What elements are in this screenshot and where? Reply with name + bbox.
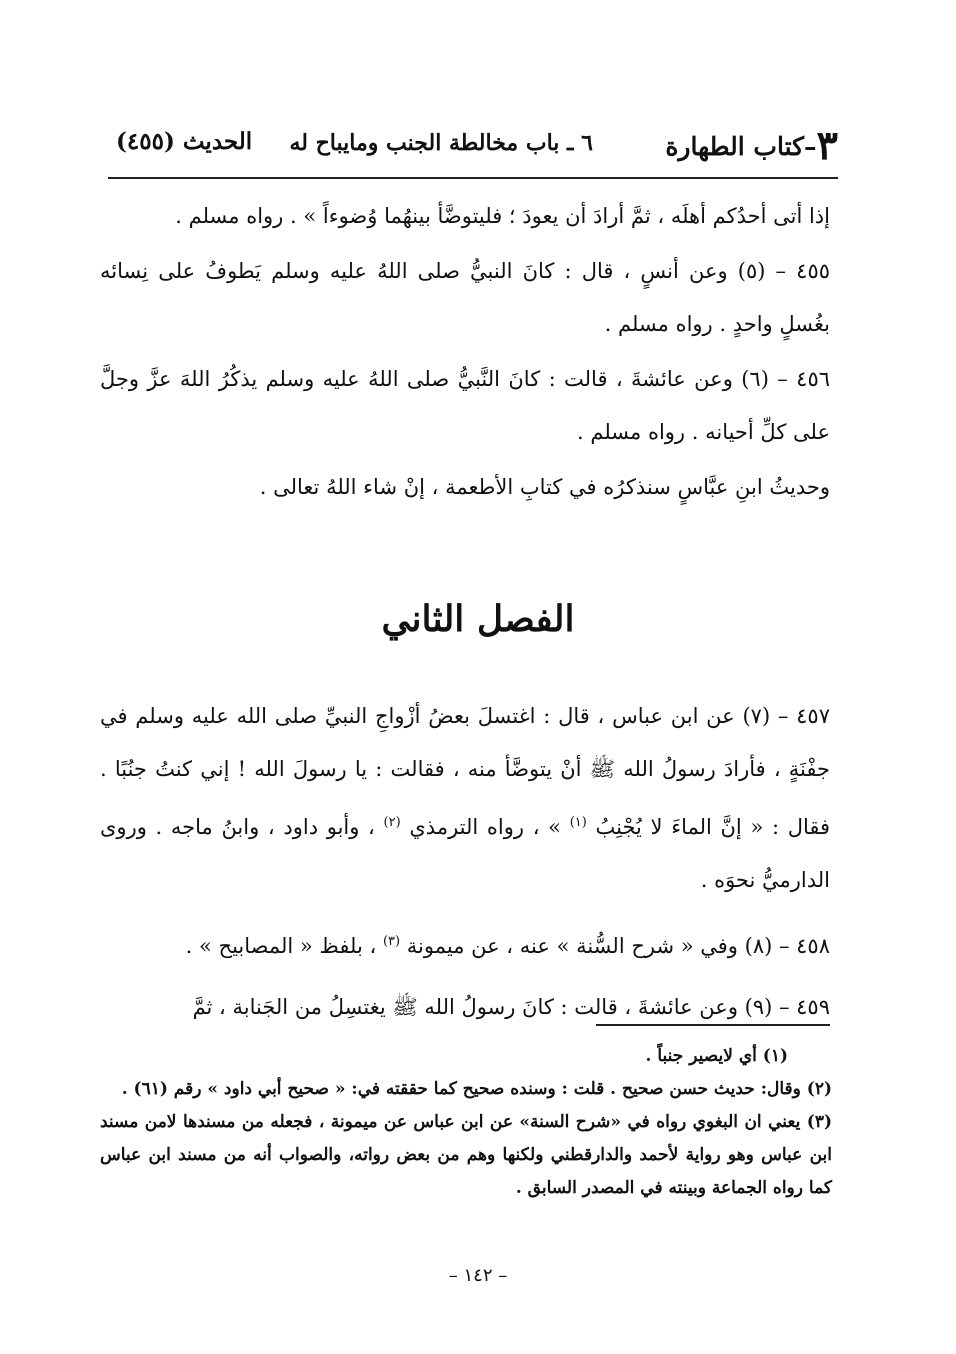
footnote-marker-3: (٣) (382, 934, 401, 949)
footnote-divider (596, 1024, 830, 1026)
running-header (108, 122, 838, 172)
hadith-458 (100, 915, 830, 973)
hadith-457-text-a: ٤٥٧ – (٧) عن ابن عباس ، قال : اغتسلَ بعضُ أزْواجِ النبيِّ صلى الله عليه وسلم في جفْنَةٍ ، فأرادَ رسولُ الله ﷺ أنْ يتوضَّأ منه ، فقالت : يا رسولَ الله ! إني كنتُ جنُبًا . فقال : « إنَّ الماءَ لا يُجْنِبُ (100, 704, 831, 839)
chapter-title: ٦ ـ باب مخالطة الجنب ومايباح له (289, 130, 593, 156)
footnote-2: (٢) وقال: حديث حسن صحيح . قلت : وسنده صحيح كما حققته في: « صحيح أبي داود » رقم (٦١) . (121, 1079, 832, 1099)
footnote-marker-1: (١) (569, 815, 587, 830)
paragraph: إذا أتى أحدُكم أهلَه ، ثمَّ أرادَ أن يعودَ ؛ فليتوضَّأ بينهُما وُضوءاً » . رواه مسلم . (175, 204, 830, 228)
hadith-455: ٤٥٥ – (٥) وعن أنسٍ ، قال : كانَ النبيُّ صلى اللهُ عليه وسلم يَطوفُ على نِسائه بغُسلٍ واحدٍ . رواه مسلم . (100, 259, 831, 336)
footnote-1: (١) أي لايصير جنباً . (645, 1046, 788, 1066)
paragraph: وحديثُ ابنِ عبَّاسٍ سنذكرُه في كتابِ الأطعمة ، إنْ شاء اللهُ تعالى . (259, 475, 830, 499)
section-one-text (100, 190, 830, 514)
hadith-456: ٤٥٦ – (٦) وعن عائشةَ ، قالت : كانَ النَّبيُّ صلى اللهُ عليه وسلم يذكُرُ اللهَ عزَّ وجلَّ على كلِّ أحيانه . رواه مسلم . (100, 367, 831, 444)
book-number: ٣ (816, 122, 838, 169)
hadith-457-text-c: ، وأبو داود ، وابنُ ماجه . وروى الدارميُّ نحوَه . (100, 815, 830, 892)
header-divider (108, 177, 838, 179)
hadith-458-text-a: ٤٥٨ – (٨) وفي « شرح السُّنة » عنه ، عن ميمونة (406, 934, 830, 958)
hadith-reference: الحديث (٤٥٥) (116, 128, 253, 155)
hadith-458-text-b: ، بلفظ « المصابيح » . (185, 934, 377, 958)
hadith-457-text-b: » ، رواه الترمذي (409, 815, 561, 839)
page-number: – ١٤٢ – (448, 1265, 508, 1286)
footnote-marker-2: (٢) (383, 815, 401, 830)
section-heading: الفصل الثاني (381, 598, 575, 640)
book-title-text: –كتاب الطهارة (665, 132, 817, 161)
footnotes (100, 1040, 832, 1205)
footnote-3: (٣) يعني ان البغوي رواه في «شرح السنة» عن ابن عباس عن ميمونة ، فجعله من مسندها لامن مسند ابن عباس وهو رواية لأحمد والدارقطني ولكنها وهم من بعض رواته، والصواب أنه من مسند ابن عباس كما رواه الجماعة وبينته في المصدر السابق . (100, 1112, 832, 1198)
hadith-459: ٤٥٩ – (٩) وعن عائشةَ ، قالت : كانَ رسولُ الله ﷺ يغتسِلُ من الجَنابة ، ثمَّ (192, 995, 830, 1019)
hadith-457 (100, 690, 830, 907)
section-two-text (100, 690, 830, 1034)
book-title (665, 122, 838, 169)
